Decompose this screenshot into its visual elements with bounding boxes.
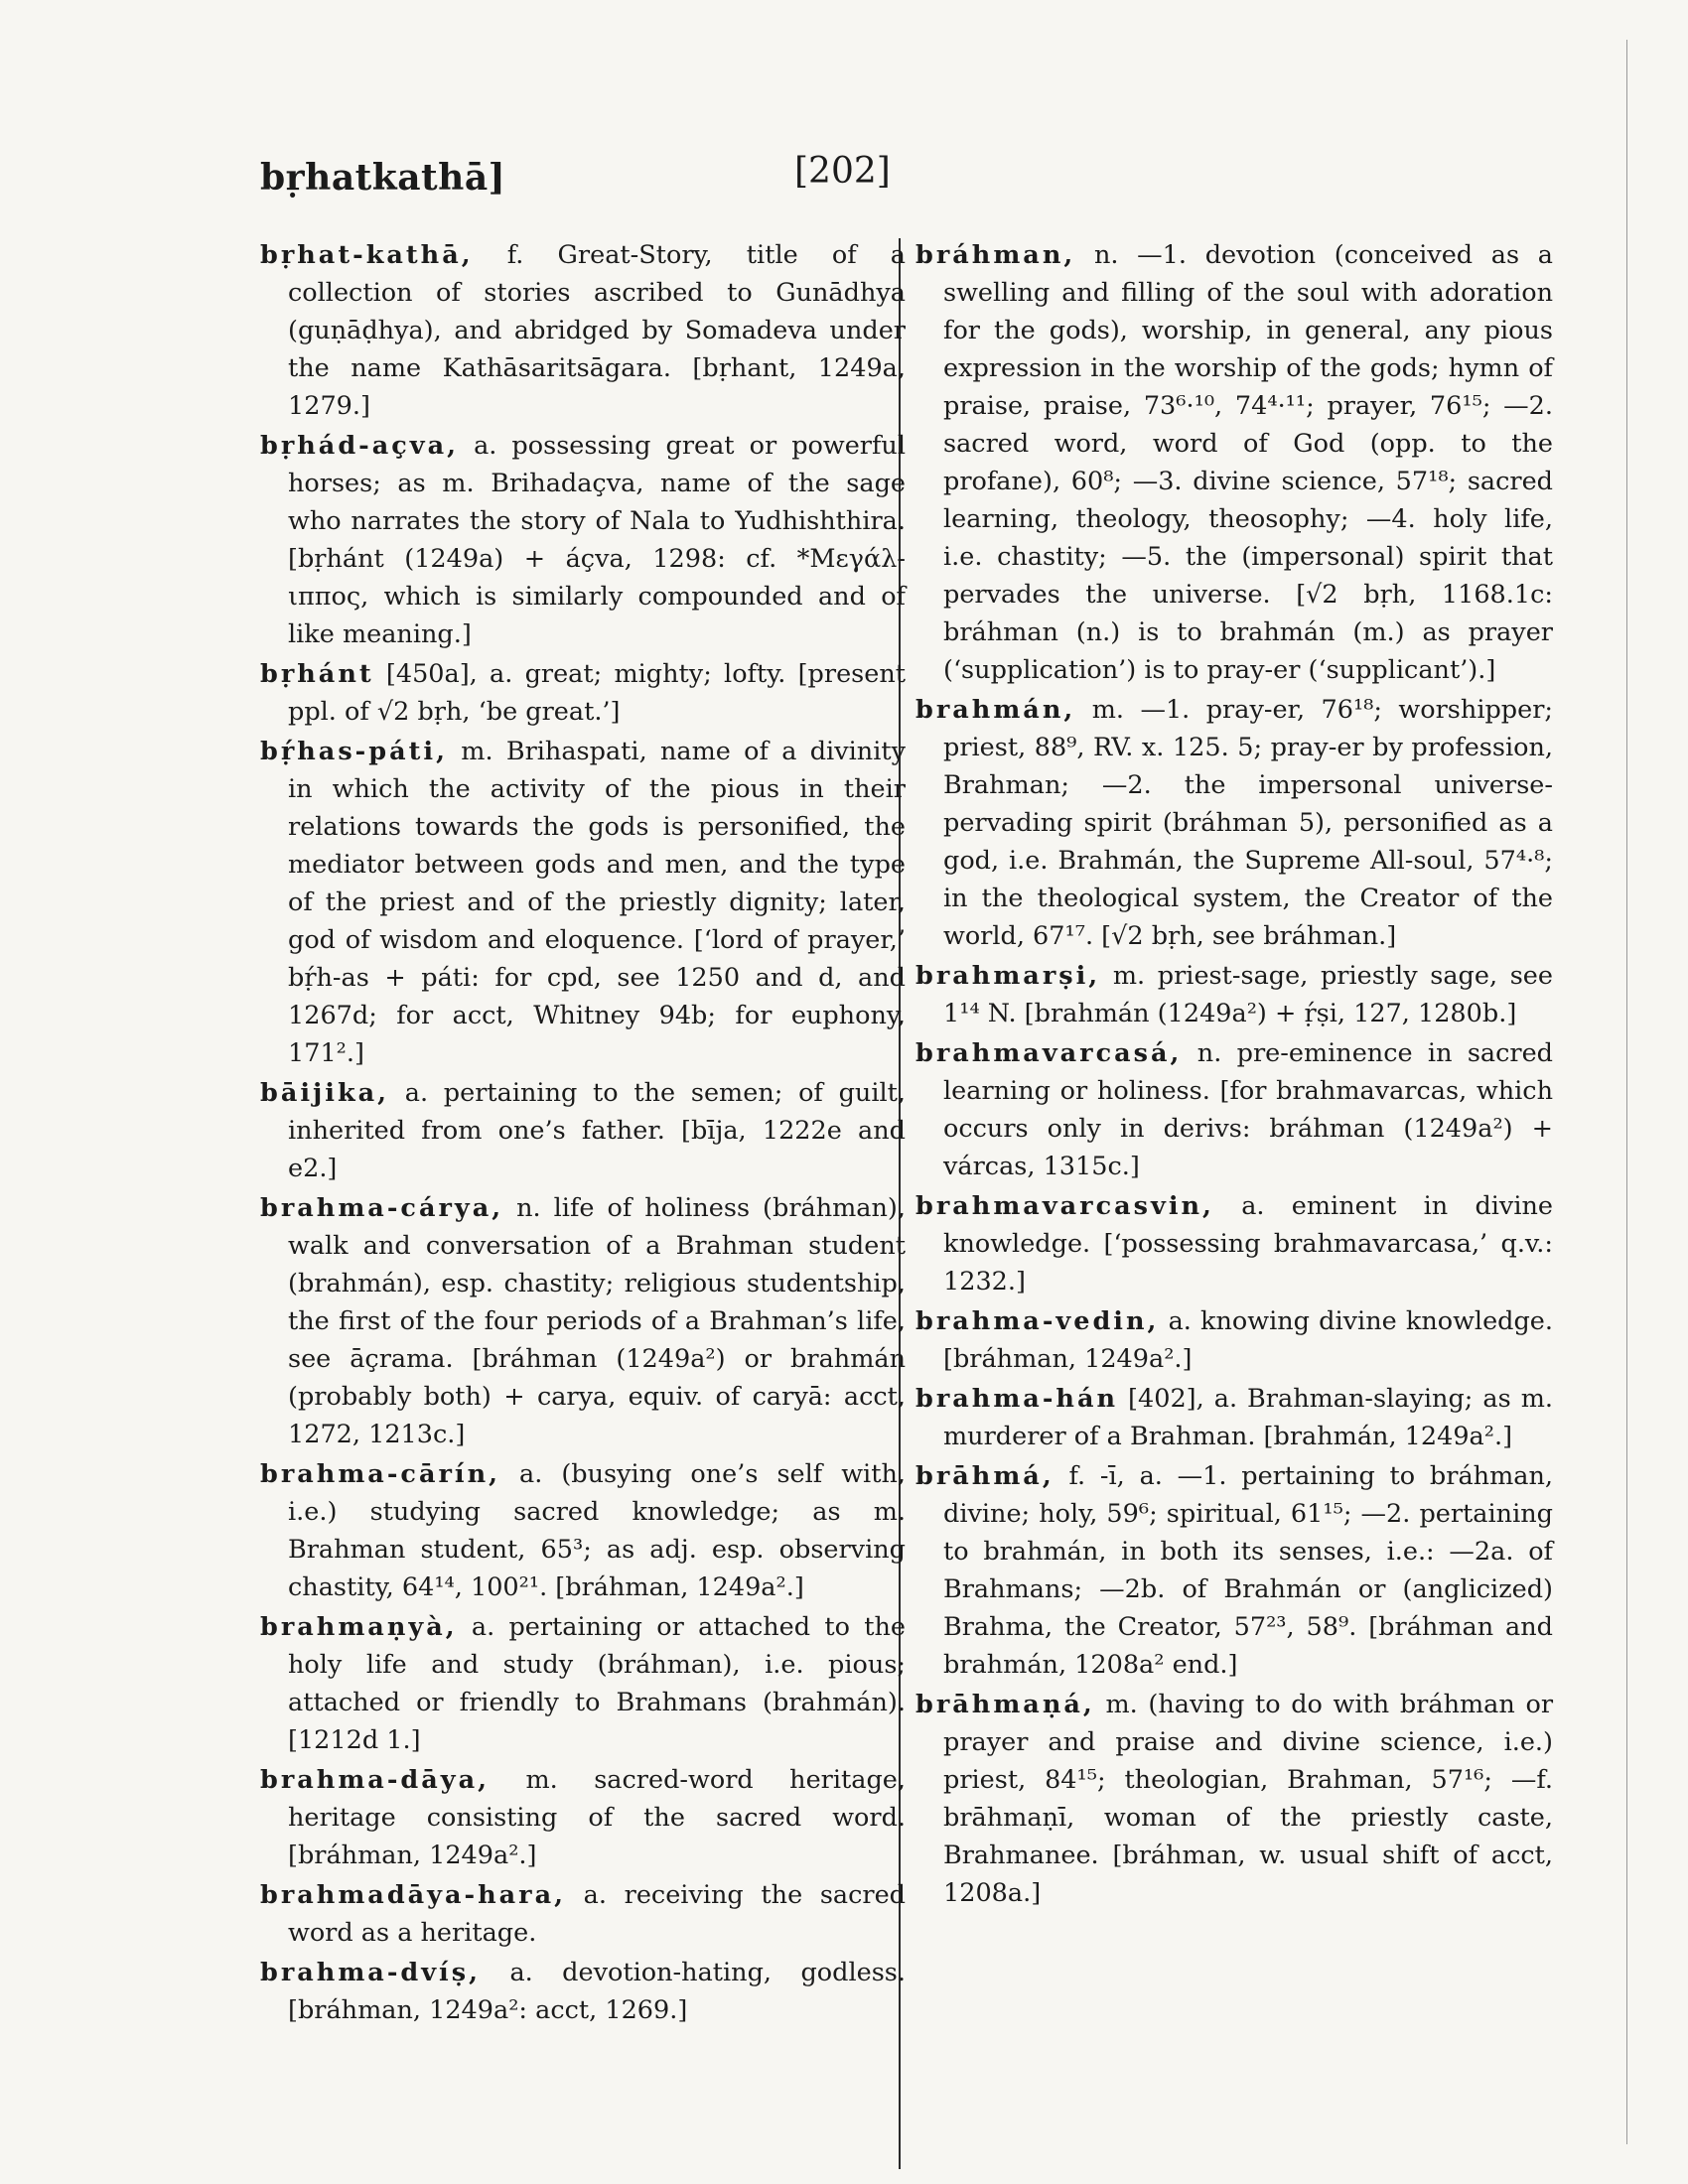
dictionary-entry	[915, 1380, 1553, 1455]
dictionary-entry	[260, 655, 906, 731]
dictionary-entry	[260, 1608, 906, 1759]
dictionary-entry	[260, 1189, 906, 1453]
dictionary-entry	[260, 427, 906, 653]
headword: brāhmaṇá,	[915, 1690, 1095, 1719]
dictionary-entry	[260, 1455, 906, 1606]
definition: [450a], a. great; mighty; lofty. [present ppl. of √2 bṛh, ‘be great.’]	[288, 659, 907, 727]
dictionary-entry	[260, 1876, 906, 1952]
headword: brahma-cárya,	[260, 1193, 504, 1223]
headword: bṛhád-açva,	[260, 431, 460, 461]
definition: a. pertaining to the semen; of guilt, inherited from one’s father. [bīja, 1222e and e2.]	[288, 1078, 906, 1183]
headword: brahmaṇyà,	[260, 1612, 458, 1642]
headword: brāhmá,	[915, 1461, 1055, 1491]
headword: bāijika,	[260, 1078, 390, 1108]
headword: brahmadāya-hara,	[260, 1880, 567, 1910]
dictionary-entry	[915, 691, 1553, 955]
page-edge-line	[1626, 40, 1627, 2144]
dictionary-entry	[260, 733, 906, 1072]
definition: a. pertaining or attached to the holy life and study (bráhman), i.e. pious; attached or friendly to Brahmans (brahmán). [1212d 1.]	[288, 1612, 907, 1755]
headword: brahmavarcasá,	[915, 1038, 1183, 1068]
definition: a. (busying one’s self with, i.e.) studying sacred knowledge; as m. Brahman student, 65³; as adj. esp. observing chastity, 64¹⁴, 100²¹. [bráhman, 1249a².]	[288, 1459, 906, 1602]
headword: bráhman,	[915, 240, 1076, 270]
headword: bṛ́has-páti,	[260, 737, 448, 766]
headword: brahma-vedin,	[915, 1306, 1160, 1336]
running-head: bṛhatkathā]	[260, 157, 506, 199]
definition: n. —1. devotion (conceived as a swelling and filling of the soul with adoration for the gods), worship, in general, any pious expression in the worship of the gods; hymn of praise, praise, 73⁶·¹⁰, 74⁴·¹¹; prayer, 76¹⁵; —2. sacred word, word of God (opp. to the profane), 60⁸; —3. divine science, 57¹⁸; sacred learning, theology, theosophy; —4. holy life, i.e. chastity; —5. the (impersonal) spirit that pervades the universe. [√2 bṛh, 1168.1c: bráhman (n.) is to brahmán (m.) as prayer (‘supplication’) is to pray-er (‘supplicant’).]	[943, 240, 1553, 685]
definition: a. devotion-hating, godless. [bráhman, 1249a²: acct, 1269.]	[288, 1958, 906, 2025]
headword: brahma-dvíṣ,	[260, 1958, 481, 1987]
left-column	[260, 236, 906, 2031]
headword: bṛhat-kathā,	[260, 240, 474, 270]
dictionary-entry	[915, 1457, 1553, 1684]
definition: m. (having to do with bráhman or prayer and praise and divine science, i.e.) priest, 84¹⁵; theologian, Brahman, 57¹⁶; —f. brāhmaṇī, woman of the priestly caste, Brahmanee. [bráhman, w. usual shift of acct, 1208a.]	[943, 1690, 1554, 1908]
headword: bṛhánt	[260, 659, 374, 689]
dictionary-entry	[260, 236, 906, 425]
headword: brahma-hán	[915, 1384, 1119, 1414]
headword: brahma-dāya,	[260, 1765, 490, 1795]
dictionary-entry	[915, 236, 1553, 689]
definition: m. —1. pray-er, 76¹⁸; worshipper; priest, 88⁹, RV. x. 125. 5; pray-er by profession, Brahman; —2. the impersonal universe-pervading spirit (bráhman 5), personified as a god, i.e. Brahmán, the Supreme All-soul, 57⁴·⁸; in the theological system, the Creator of the world, 67¹⁷. [√2 bṛh, see bráhman.]	[943, 695, 1553, 951]
definition: m. priest-sage, priestly sage, see 1¹⁴ N. [brahmán (1249a²) + ṛ́ṣi, 127, 1280b.]	[943, 961, 1553, 1028]
definition: m. Brihaspati, name of a divinity in which the activity of the pious in their relations towards the gods is personified, the mediator between gods and men, and the type of the priest and of the priestly dignity; later, god of wisdom and eloquence. [‘lord of prayer,’ bṛ́h-as + páti: for cpd, see 1250 and d, and 1267d; for acct, Whitney 94b; for euphony, 171².]	[288, 737, 906, 1068]
definition: m. sacred-word heritage, heritage consisting of the sacred word. [bráhman, 1249a².]	[288, 1765, 906, 1870]
page-number: [202]	[794, 151, 891, 192]
definition: a. eminent in divine knowledge. [‘possessing brahmavarcasa,’ q.v.: 1232.]	[943, 1191, 1554, 1297]
definition: n. life of holiness (bráhman), walk and conversation of a Brahman student (brahmán), esp. chastity; religious studentship, the first of the four periods of a Brahman’s life, see āçrama. [bráhman (1249a²) or brahmán (probably both) + carya, equiv. of caryā: acct, 1272, 1213c.]	[288, 1193, 906, 1449]
dictionary-entry	[260, 1074, 906, 1187]
headword: brahmavarcasvin,	[915, 1191, 1214, 1221]
definition: f. Great-Story, title of a collection of stories ascribed to Gunādhya (guṇāḍhya), and abridged by Somadeva under the name Kathāsaritsāgara. [bṛhant, 1249a, 1279.]	[288, 240, 906, 421]
headword: brahmarṣi,	[915, 961, 1101, 991]
dictionary-entry	[915, 1034, 1553, 1185]
dictionary-entry	[915, 1686, 1553, 1912]
definition: a. knowing divine knowledge. [bráhman, 1249a².]	[943, 1306, 1554, 1374]
definition: a. possessing great or powerful horses; as m. Brihadaçva, name of the sage who narrates the story of Nala to Yudhishthira. [bṛhánt (1249a) + áçva, 1298: cf. *Μεγάλ-ιππος, which is similarly compounded and of like meaning.]	[288, 431, 906, 649]
dictionary-entry	[915, 1187, 1553, 1300]
definition: f. -ī, a. —1. pertaining to bráhman, divine; holy, 59⁶; spiritual, 61¹⁵; —2. pertaining to brahmán, in both its senses, i.e.: —2a. of Brahmans; —2b. of Brahmán or (anglicized) Brahma, the Creator, 57²³, 58⁹. [bráhman and brahmán, 1208a² end.]	[943, 1461, 1553, 1680]
definition: n. pre-eminence in sacred learning or holiness. [for brahmavarcas, which occurs only in derivs: bráhman (1249a²) + várcas, 1315c.]	[943, 1038, 1554, 1181]
dictionary-entry	[260, 1761, 906, 1874]
dictionary-entry	[915, 957, 1553, 1032]
definition: [402], a. Brahman-slaying; as m. murderer of a Brahman. [brahmán, 1249a².]	[943, 1384, 1553, 1451]
dictionary-entry	[260, 1954, 906, 2029]
definition: a. receiving the sacred word as a heritage.	[288, 1880, 906, 1948]
headword: brahma-cārín,	[260, 1459, 501, 1489]
dictionary-entry	[915, 1302, 1553, 1378]
headword: brahmán,	[915, 695, 1076, 725]
right-column	[906, 236, 1553, 1914]
